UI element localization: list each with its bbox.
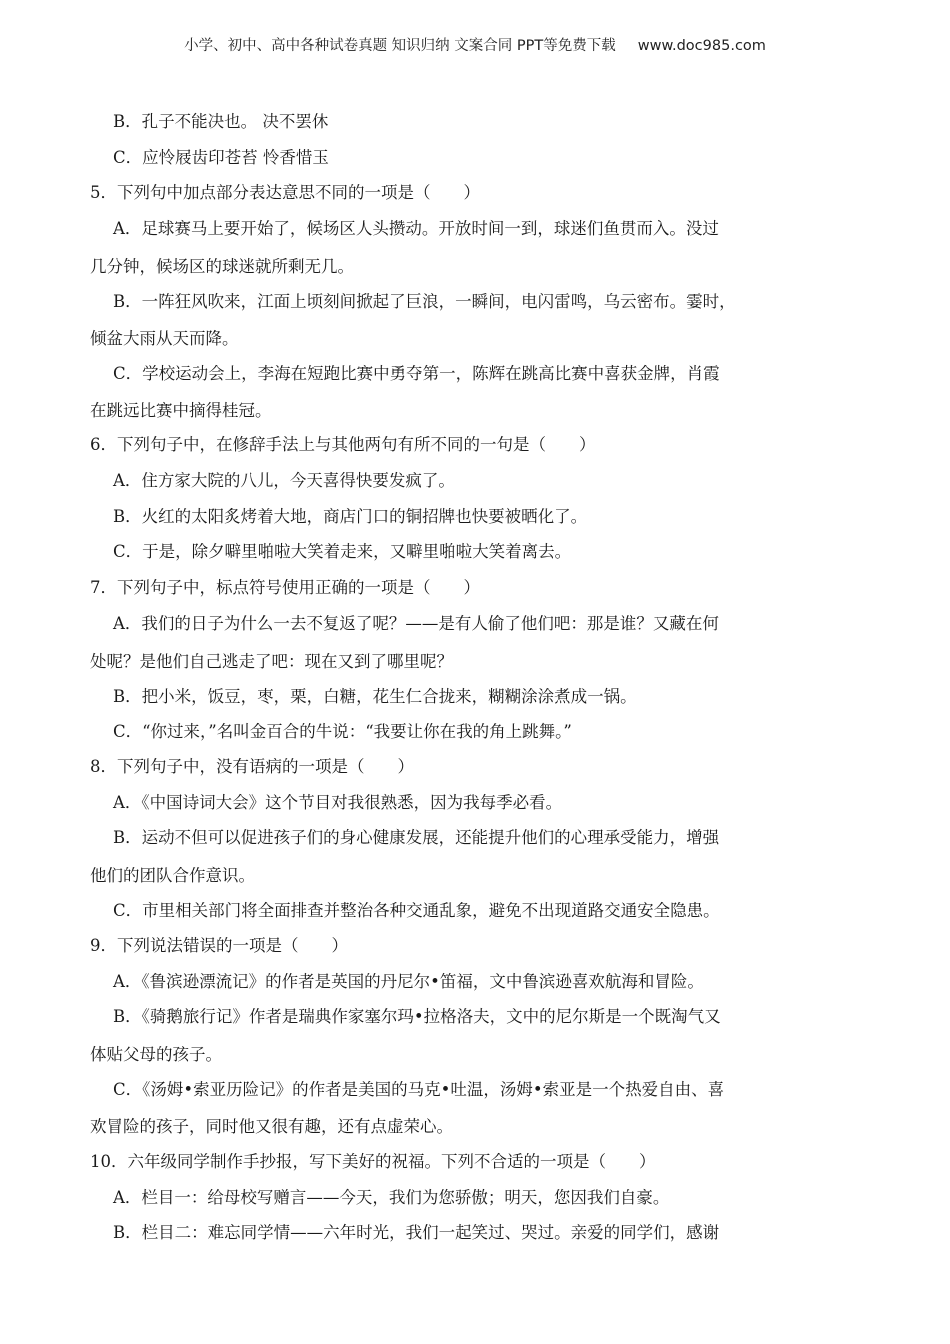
header-text: 小学、初中、高中各种试卷真题 知识归纳 文案合同 PPT等免费下载	[184, 38, 616, 54]
question-5: 5．下列句中加点部分表达意思不同的一项是（ ）	[90, 183, 480, 202]
continuation-line: 欢冒险的孩子，同时他又很有趣，还有点虚荣心。	[90, 1117, 453, 1136]
option-line: A．我们的日子为什么一去不复返了呢？——是有人偷了他们吧：那是谁？又藏在何	[113, 614, 719, 633]
continuation-line: 体贴父母的孩子。	[90, 1045, 222, 1064]
option-line: A．《中国诗词大会》这个节目对我很熟悉，因为我每季必看。	[113, 793, 563, 812]
continuation-line: 倾盆大雨从天而降。	[90, 329, 239, 348]
continuation-line: 他们的团队合作意识。	[90, 866, 255, 885]
option-line: B．把小米，饭豆，枣，栗，白糖，花生仁合拢来，糊糊涂涂煮成一锅。	[113, 687, 637, 706]
option-line: A．足球赛马上要开始了，候场区人头攒动。开放时间一到，球迷们鱼贯而入。没过	[113, 219, 719, 238]
question-7: 7．下列句子中，标点符号使用正确的一项是（ ）	[90, 578, 480, 597]
option-line: B．火红的太阳炙烤着大地，商店门口的铜招牌也快要被晒化了。	[113, 507, 588, 526]
option-line: C．应怜屐齿印苍苔 怜香惜玉	[113, 148, 329, 167]
header-site: www.doc985.com	[637, 38, 766, 54]
option-line: C．于是，除夕噼里啪啦大笑着走来，又噼里啪啦大笑着离去。	[113, 542, 572, 561]
page-header	[0, 34, 950, 55]
continuation-line: 几分钟，候场区的球迷就所剩无几。	[90, 257, 354, 276]
question-6: 6．下列句子中，在修辞手法上与其他两句有所不同的一句是（ ）	[90, 435, 596, 454]
option-line: B．孔子不能决也。 决不罢休	[113, 112, 329, 131]
option-line: C．《汤姆•索亚历险记》的作者是美国的马克•吐温，汤姆•索亚是一个热爱自由、喜	[113, 1080, 725, 1099]
option-line: B．《骑鹅旅行记》作者是瑞典作家塞尔玛•拉格洛夫，文中的尼尔斯是一个既淘气又	[113, 1007, 721, 1026]
option-line: C．学校运动会上，李海在短跑比赛中勇夺第一，陈辉在跳高比赛中喜获金牌，肖霞	[113, 364, 720, 383]
option-line: B．一阵狂风吹来，江面上顷刻间掀起了巨浪，一瞬间，电闪雷鸣，乌云密布。霎时，	[113, 292, 736, 311]
option-line: C．“你过来，”名叫金百合的牛说：“我要让你在我的角上跳舞。”	[113, 722, 572, 741]
option-line: A．住方家大院的八儿，今天喜得快要发疯了。	[113, 471, 455, 490]
option-line: B．栏目二：难忘同学情——六年时光，我们一起笑过、哭过。亲爱的同学们，感谢	[113, 1223, 720, 1242]
option-line: C．市里相关部门将全面排查并整治各种交通乱象，避免不出现道路交通安全隐患。	[113, 901, 720, 920]
continuation-line: 在跳远比赛中摘得桂冠。	[90, 401, 272, 420]
continuation-line: 处呢？是他们自己逃走了吧：现在又到了哪里呢？	[90, 652, 453, 671]
question-9: 9．下列说法错误的一项是（ ）	[90, 936, 348, 955]
question-10: 10．六年级同学制作手抄报，写下美好的祝福。下列不合适的一项是（ ）	[90, 1152, 656, 1171]
option-line: B．运动不但可以促进孩子们的身心健康发展，还能提升他们的心理承受能力，增强	[113, 828, 720, 847]
question-8: 8．下列句子中，没有语病的一项是（ ）	[90, 757, 414, 776]
option-line: A．栏目一：给母校写赠言——今天，我们为您骄傲；明天，您因我们自豪。	[113, 1188, 670, 1207]
option-line: A．《鲁滨逊漂流记》的作者是英国的丹尼尔•笛福，文中鲁滨逊喜欢航海和冒险。	[113, 972, 704, 991]
